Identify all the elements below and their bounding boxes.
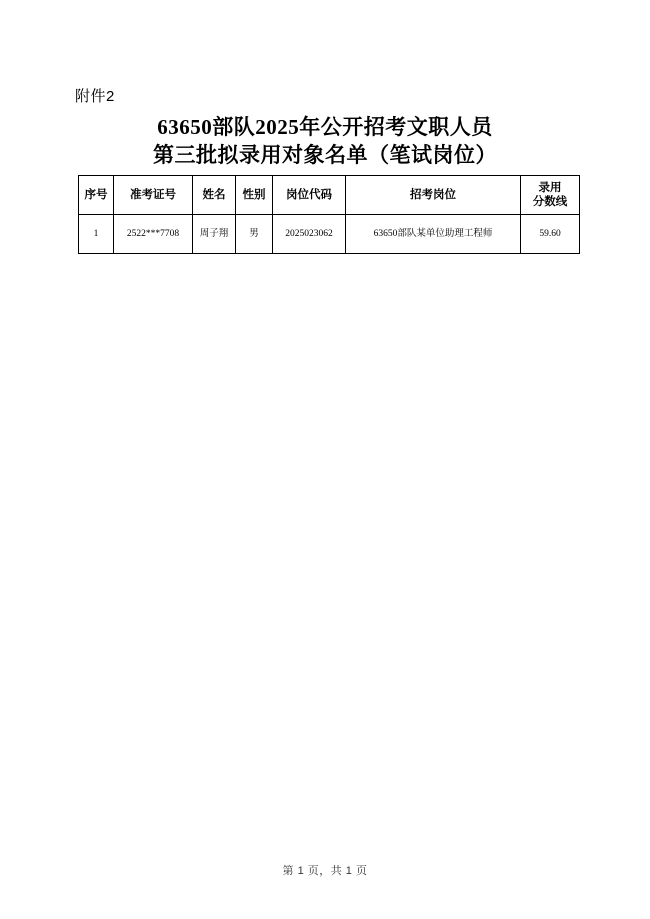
table-header-row (79, 176, 580, 215)
table-body (79, 215, 580, 254)
table-row (79, 215, 580, 254)
cell-seq: 1 (79, 215, 114, 254)
attachment-label: 附件2 (75, 88, 115, 105)
column-header-name: 姓名 (193, 176, 236, 215)
column-header-score-line-1: 录用 (538, 182, 562, 194)
cell-gender: 男 (236, 215, 273, 254)
cell-post-code: 2025023062 (273, 215, 346, 254)
page-title-line-2: 第三批拟录用对象名单（笔试岗位） (153, 143, 497, 167)
cell-name: 周子翔 (193, 215, 236, 254)
column-header-post-code: 岗位代码 (273, 176, 346, 215)
column-header-score-line (521, 176, 580, 215)
cell-post-name: 63650部队某单位助理工程师 (346, 215, 521, 254)
column-header-gender: 性别 (236, 176, 273, 215)
page-title (75, 113, 575, 169)
column-header-admission-no: 准考证号 (114, 176, 193, 215)
cell-score: 59.60 (521, 215, 580, 254)
table-header (79, 176, 580, 215)
cell-admission-no: 2522***7708 (114, 215, 193, 254)
column-header-post-name: 招考岗位 (346, 176, 521, 215)
column-header-score-line-2: 分数线 (532, 196, 568, 208)
roster-table (78, 175, 580, 254)
page-footer: 第 1 页，共 1 页 (282, 865, 368, 877)
column-header-seq: 序号 (79, 176, 114, 215)
page-title-line-1: 63650部队2025年公开招考文职人员 (157, 115, 493, 139)
